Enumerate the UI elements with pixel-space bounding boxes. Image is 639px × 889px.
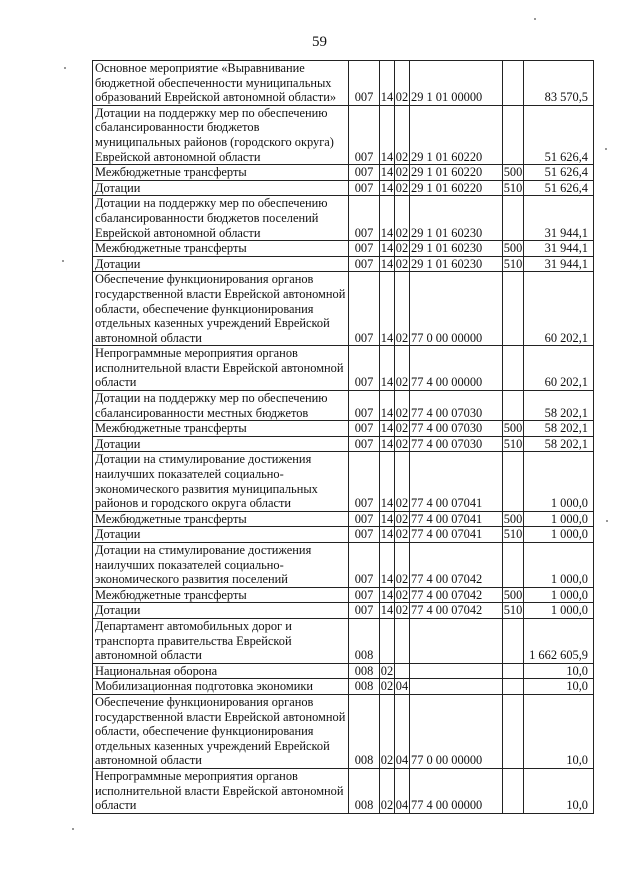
row-pr: 02	[395, 511, 409, 526]
row-name: Дотации на поддержку мер по обеспечению сбалансированности бюджетов муниципальных районов (городского округа) Еврейской автономной области	[93, 105, 349, 164]
row-pr: 02	[395, 196, 410, 241]
row-pr	[395, 663, 410, 679]
row-sum: 51 626,4	[524, 105, 594, 164]
row-pr: 02	[395, 543, 410, 588]
table-row	[93, 421, 594, 437]
row-vr: 510	[503, 527, 523, 542]
row-vr: 500	[503, 165, 523, 180]
table-row	[93, 603, 594, 619]
row-name: Дотации	[93, 180, 349, 196]
table-row	[93, 511, 594, 527]
table-row	[93, 61, 594, 106]
row-pr: 04	[395, 694, 410, 768]
row-sum: 58 202,1	[524, 391, 594, 421]
scan-speck	[72, 828, 74, 830]
row-pr: 02	[395, 105, 410, 164]
row-target: 77 4 00 00000	[410, 768, 503, 813]
row-pr: 02	[395, 452, 410, 511]
table-row	[93, 618, 594, 663]
row-vr	[503, 61, 524, 106]
row-target	[410, 618, 503, 663]
row-name: Дотации	[93, 603, 349, 619]
row-ved: 007	[349, 527, 380, 543]
row-vr: 510	[503, 180, 523, 195]
row-name: Непрограммные мероприятия органов исполнительной власти Еврейской автономной области	[93, 768, 349, 813]
scan-speck	[64, 67, 66, 69]
table-row	[93, 768, 594, 813]
row-pr: 02	[395, 421, 409, 436]
row-target: 29 1 01 60220	[410, 165, 503, 181]
table-row	[93, 165, 594, 181]
row-sum: 60 202,1	[524, 272, 594, 346]
row-pr: 02	[395, 391, 410, 421]
table-row	[93, 180, 594, 196]
row-vr: 510	[503, 256, 523, 271]
row-pr: 02	[395, 241, 409, 256]
row-ved: 007	[349, 391, 380, 421]
row-rz: 14	[380, 421, 394, 436]
table-row	[93, 105, 594, 164]
row-target: 77 0 00 00000	[410, 272, 503, 346]
row-name: Департамент автомобильных дорог и транспорта правительства Еврейской автономной области	[93, 618, 349, 663]
row-rz: 14	[380, 346, 395, 391]
row-vr	[503, 105, 524, 164]
page-number: 59	[312, 34, 327, 50]
row-rz: 02	[380, 679, 394, 694]
row-sum: 31 944,1	[524, 241, 594, 257]
row-rz: 14	[380, 436, 394, 451]
row-vr	[503, 391, 524, 421]
row-rz: 14	[380, 165, 394, 180]
budget-table	[92, 60, 594, 814]
row-vr	[503, 543, 524, 588]
row-name: Основное мероприятие «Выравнивание бюджетной обеспеченности муниципальных образований Еврейской автономной области»	[93, 61, 349, 106]
row-name: Мобилизационная подготовка экономики	[93, 679, 349, 695]
table-row	[93, 663, 594, 679]
table-row	[93, 346, 594, 391]
row-ved: 007	[349, 196, 380, 241]
row-rz: 02	[380, 768, 395, 813]
row-sum: 51 626,4	[524, 165, 594, 181]
row-rz: 14	[380, 180, 394, 195]
row-pr: 02	[395, 603, 409, 618]
row-target: 29 1 01 60230	[410, 256, 503, 272]
row-name: Межбюджетные трансферты	[93, 421, 349, 437]
row-rz: 14	[380, 105, 395, 164]
row-rz: 14	[380, 587, 394, 602]
row-rz: 14	[380, 391, 395, 421]
row-ved: 007	[349, 603, 380, 619]
row-ved: 008	[349, 679, 380, 695]
row-sum: 1 000,0	[524, 452, 594, 511]
scan-speck	[534, 18, 536, 20]
row-target	[410, 679, 503, 695]
row-sum: 58 202,1	[524, 421, 594, 437]
row-name: Непрограммные мероприятия органов исполнительной власти Еврейской автономной области	[93, 346, 349, 391]
row-vr	[503, 679, 524, 695]
table-row	[93, 543, 594, 588]
row-rz: 14	[380, 272, 395, 346]
row-ved: 007	[349, 452, 380, 511]
row-name: Обеспечение функционирования органов государственной власти Еврейской автономной области, обеспечение функционирования отдельных казенных учреждений Еврейской автономной области	[93, 272, 349, 346]
row-vr	[503, 346, 524, 391]
table-row	[93, 436, 594, 452]
row-ved: 007	[349, 272, 380, 346]
row-name: Дотации	[93, 527, 349, 543]
row-sum: 31 944,1	[524, 256, 594, 272]
row-name: Дотации	[93, 256, 349, 272]
table-row	[93, 391, 594, 421]
row-rz	[380, 618, 395, 663]
row-sum: 1 662 605,9	[524, 618, 594, 663]
row-ved: 007	[349, 105, 380, 164]
row-target: 77 4 00 07041	[410, 527, 503, 543]
row-pr: 02	[395, 346, 410, 391]
row-target: 77 4 00 07030	[410, 391, 503, 421]
row-sum: 1 000,0	[524, 587, 594, 603]
table-row	[93, 679, 594, 695]
row-name: Межбюджетные трансферты	[93, 511, 349, 527]
row-rz: 14	[380, 196, 395, 241]
row-pr: 04	[395, 768, 410, 813]
row-rz: 14	[380, 603, 394, 618]
row-rz: 14	[380, 452, 395, 511]
row-pr: 02	[395, 180, 409, 195]
row-pr: 02	[395, 272, 410, 346]
row-target: 77 4 00 07030	[410, 436, 503, 452]
row-vr: 510	[503, 603, 523, 618]
row-name: Обеспечение функционирования органов государственной власти Еврейской автономной области, обеспечение функционирования отдельных казенных учреждений Еврейской автономной области	[93, 694, 349, 768]
row-name: Межбюджетные трансферты	[93, 241, 349, 257]
row-name: Дотации на стимулирование достижения наилучших показателей социально-экономического развития поселений	[93, 543, 349, 588]
row-pr: 04	[395, 679, 409, 694]
row-target	[410, 663, 503, 679]
row-target: 77 4 00 07042	[410, 543, 503, 588]
row-rz: 14	[380, 256, 394, 271]
row-ved: 007	[349, 436, 380, 452]
scan-speck	[606, 520, 608, 522]
row-ved: 007	[349, 61, 380, 106]
row-name: Дотации на стимулирование достижения наилучших показателей социально-экономического развития муниципальных районов и городского округа области	[93, 452, 349, 511]
row-pr: 02	[395, 587, 409, 602]
row-rz: 14	[380, 511, 394, 526]
row-vr	[503, 272, 524, 346]
row-vr: 500	[503, 511, 523, 526]
row-vr: 500	[503, 421, 523, 436]
row-sum: 1 000,0	[524, 603, 594, 619]
row-vr	[503, 618, 524, 663]
row-rz: 14	[380, 543, 395, 588]
row-target: 29 1 01 60230	[410, 196, 503, 241]
row-target: 77 4 00 07030	[410, 421, 503, 437]
row-sum: 10,0	[524, 679, 594, 695]
table-row	[93, 527, 594, 543]
row-sum: 1 000,0	[524, 511, 594, 527]
row-rz: 02	[380, 694, 395, 768]
row-ved: 008	[349, 663, 380, 679]
table-row	[93, 241, 594, 257]
table-row	[93, 587, 594, 603]
row-sum: 1 000,0	[524, 543, 594, 588]
row-sum: 10,0	[524, 694, 594, 768]
row-rz: 14	[380, 527, 394, 542]
row-target: 77 4 00 07041	[410, 452, 503, 511]
row-ved: 007	[349, 421, 380, 437]
row-ved: 008	[349, 694, 380, 768]
row-vr	[503, 452, 524, 511]
row-target: 29 1 01 60220	[410, 180, 503, 196]
row-vr	[503, 694, 524, 768]
row-sum: 10,0	[524, 768, 594, 813]
row-pr: 02	[395, 256, 409, 271]
row-vr: 500	[503, 241, 523, 256]
table-row	[93, 256, 594, 272]
row-ved: 007	[349, 346, 380, 391]
row-ved: 007	[349, 511, 380, 527]
row-ved: 008	[349, 618, 380, 663]
row-sum: 58 202,1	[524, 436, 594, 452]
row-vr	[503, 196, 524, 241]
row-name: Межбюджетные трансферты	[93, 587, 349, 603]
row-name: Национальная оборона	[93, 663, 349, 679]
row-target: 77 4 00 07041	[410, 511, 503, 527]
row-sum: 10,0	[524, 663, 594, 679]
row-pr: 02	[395, 165, 409, 180]
row-vr: 500	[503, 587, 523, 602]
row-target: 29 1 01 60230	[410, 241, 503, 257]
row-ved: 008	[349, 768, 380, 813]
row-sum: 60 202,1	[524, 346, 594, 391]
row-rz: 14	[380, 241, 394, 256]
row-ved: 007	[349, 180, 380, 196]
row-ved: 007	[349, 543, 380, 588]
row-sum: 51 626,4	[524, 180, 594, 196]
row-pr: 02	[395, 61, 410, 106]
row-ved: 007	[349, 241, 380, 257]
table-row	[93, 452, 594, 511]
row-name: Межбюджетные трансферты	[93, 165, 349, 181]
row-pr: 02	[395, 527, 409, 542]
row-vr	[503, 768, 524, 813]
row-name: Дотации	[93, 436, 349, 452]
scan-speck	[62, 260, 64, 262]
budget-table-body	[93, 61, 594, 814]
row-name: Дотации на поддержку мер по обеспечению сбалансированности местных бюджетов	[93, 391, 349, 421]
row-target: 77 4 00 07042	[410, 603, 503, 619]
row-name: Дотации на поддержку мер по обеспечению сбалансированности бюджетов поселений Еврейской автономной области	[93, 196, 349, 241]
row-pr	[395, 618, 410, 663]
row-target: 77 4 00 00000	[410, 346, 503, 391]
row-rz: 02	[380, 663, 394, 678]
row-vr: 510	[503, 436, 523, 451]
row-ved: 007	[349, 256, 380, 272]
row-target: 29 1 01 60220	[410, 105, 503, 164]
scan-speck	[605, 148, 607, 150]
table-row	[93, 272, 594, 346]
row-ved: 007	[349, 165, 380, 181]
row-ved: 007	[349, 587, 380, 603]
row-vr	[503, 663, 524, 679]
row-sum: 31 944,1	[524, 196, 594, 241]
row-pr: 02	[395, 436, 409, 451]
row-sum: 1 000,0	[524, 527, 594, 543]
row-rz: 14	[380, 61, 395, 106]
table-row	[93, 694, 594, 768]
row-sum: 83 570,5	[524, 61, 594, 106]
row-target: 77 4 00 07042	[410, 587, 503, 603]
row-target: 29 1 01 00000	[410, 61, 503, 106]
row-target: 77 0 00 00000	[410, 694, 503, 768]
table-row	[93, 196, 594, 241]
